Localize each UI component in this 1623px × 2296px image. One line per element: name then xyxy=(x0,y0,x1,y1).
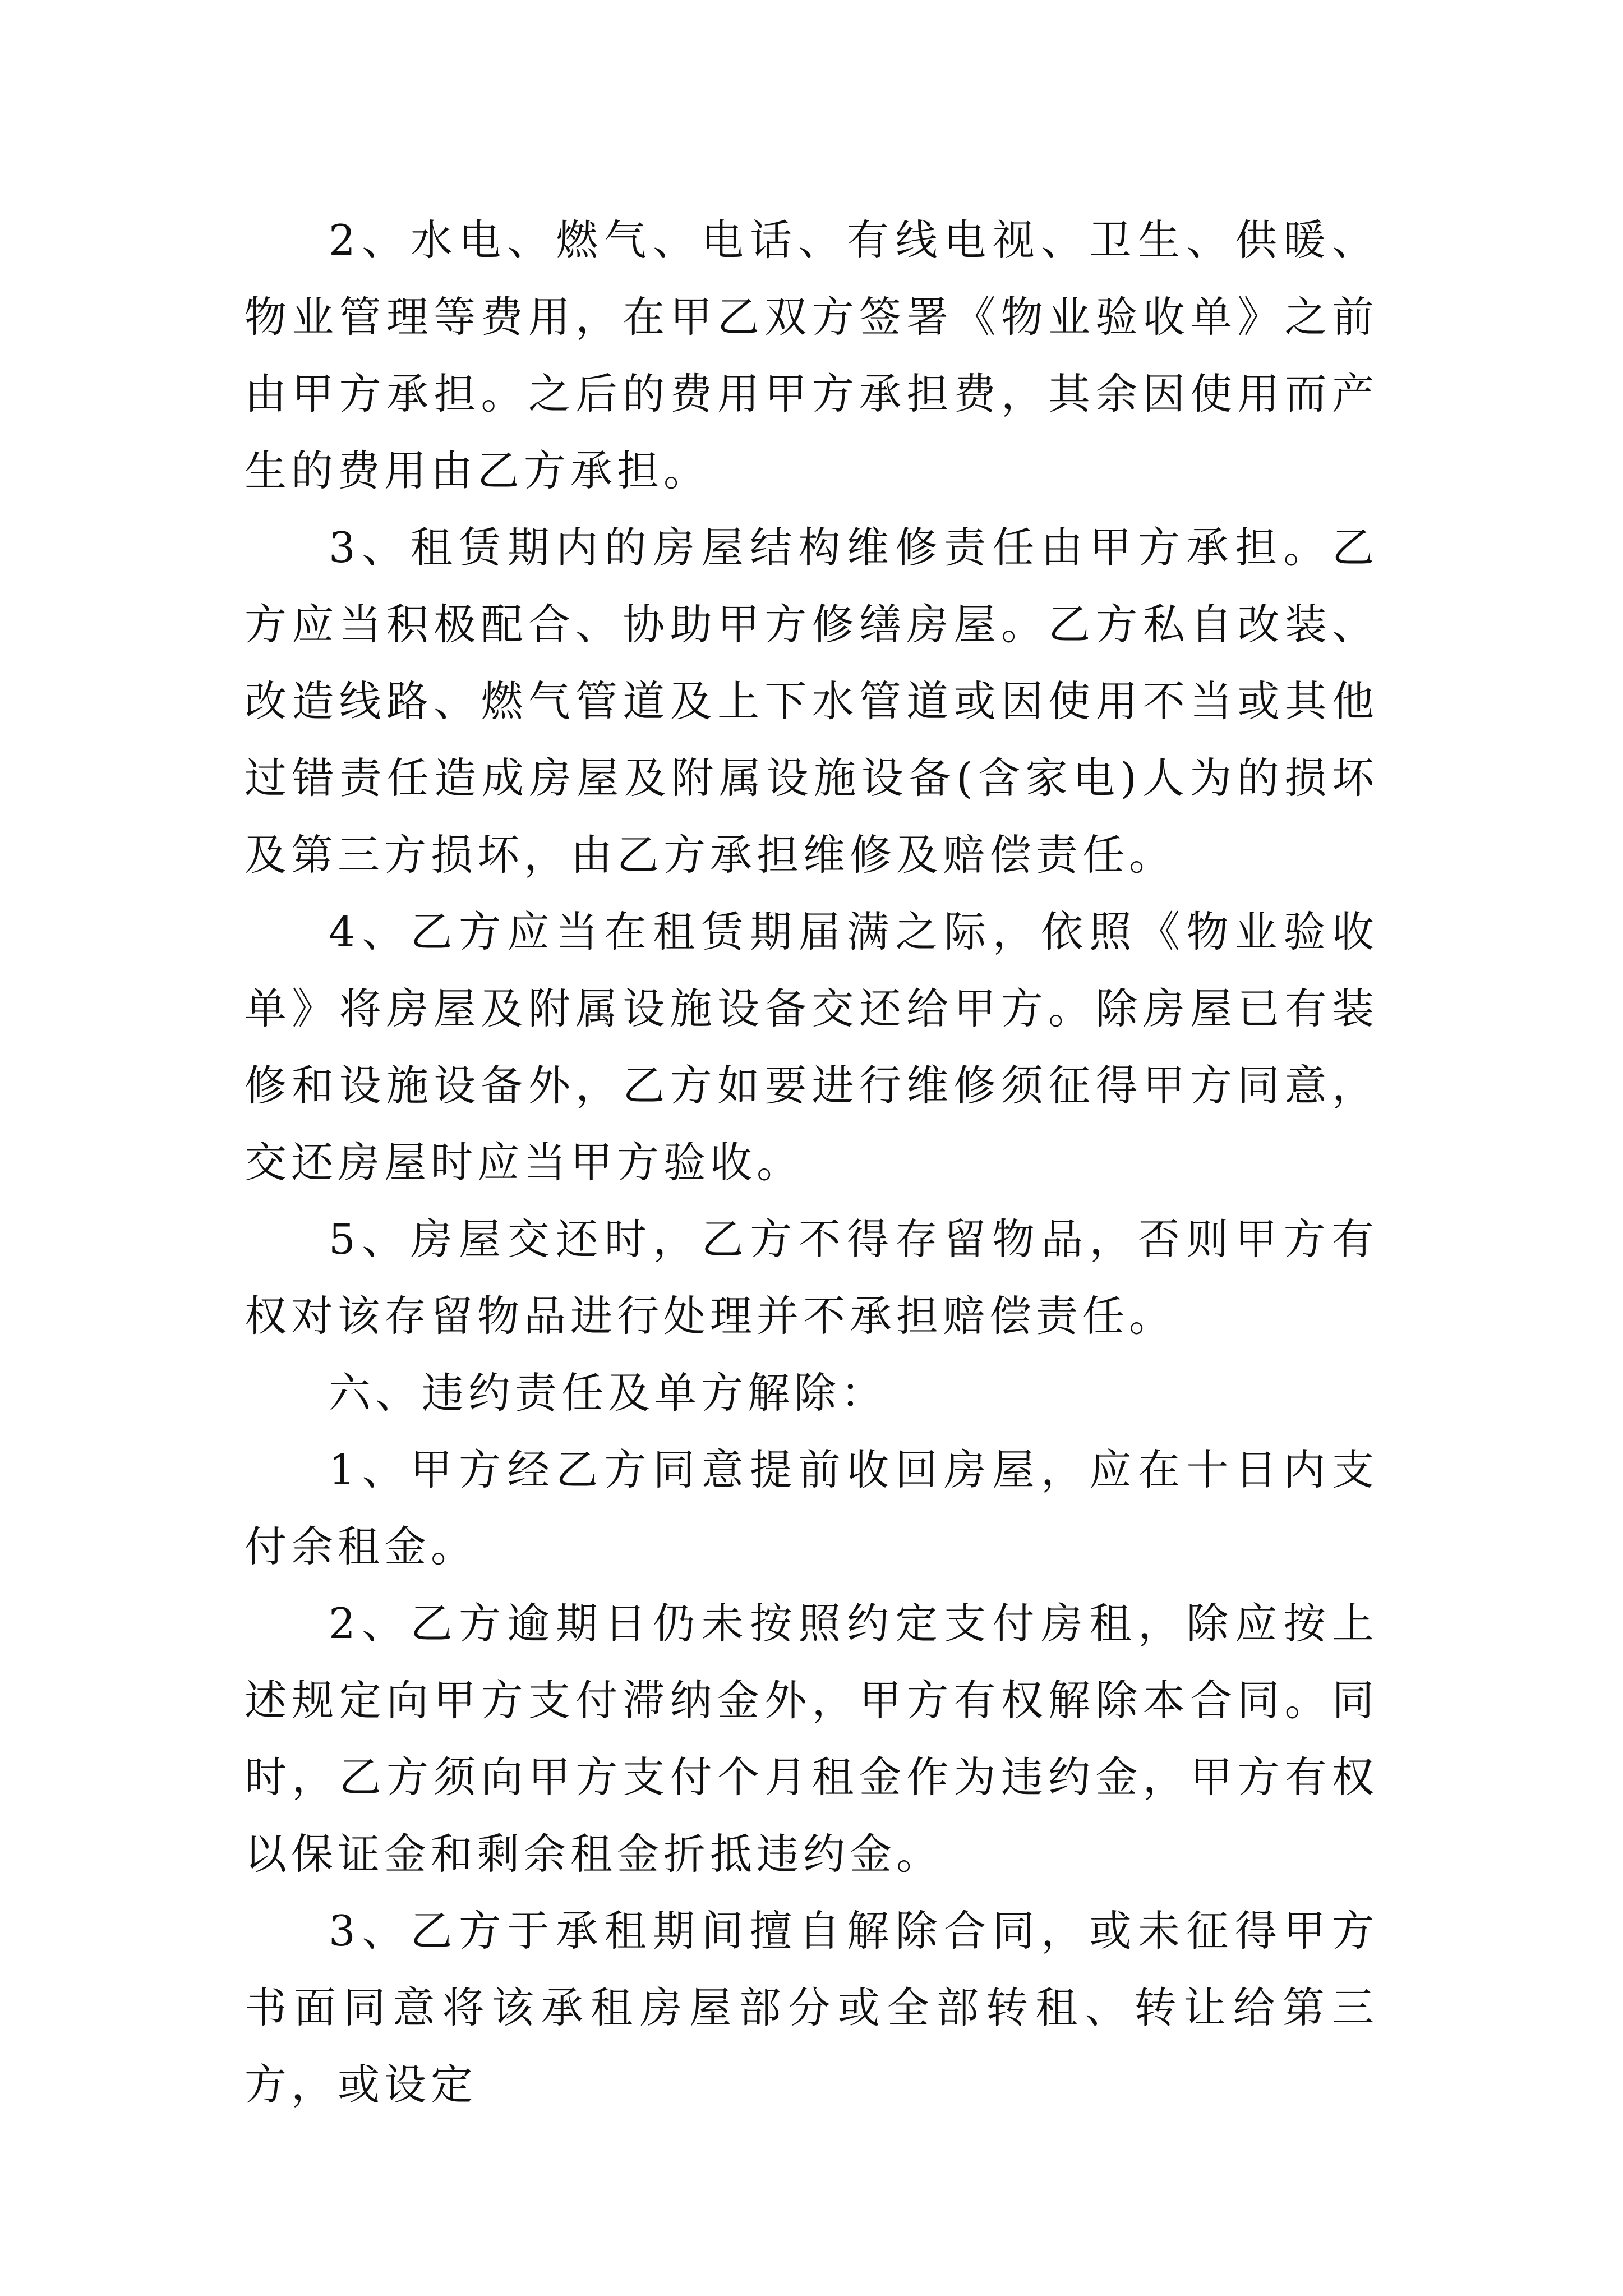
section-heading-breach: 六、违约责任及单方解除： xyxy=(329,1368,888,1418)
paragraph-left-items: 5、房屋交还时，乙方不得存留物品，否则甲方有权对该存留物品进行处理并不承担赔偿责任。 xyxy=(245,1214,1378,1341)
paragraph-early-recovery: 1、甲方经乙方同意提前收回房屋，应在十日内支付余租金。 xyxy=(245,1445,1378,1571)
paragraph-late-rent: 2、乙方逾期日仍未按照约定支付房租，除应按上述规定向甲方支付滞纳金外，甲方有权解除本合同。同时，乙方须向甲方支付个月租金作为违约金，甲方有权以保证金和剩余租金折抵违约金。 xyxy=(245,1599,1378,1879)
document-body xyxy=(245,202,1378,2123)
paragraph-utility-fees: 2、水电、燃气、电话、有线电视、卫生、供暖、物业管理等费用，在甲乙双方签署《物业验收单》之前由甲方承担。之后的费用甲方承担费，其余因使用而产生的费用由乙方承担。 xyxy=(245,215,1378,495)
paragraph-return-property: 4、乙方应当在租赁期届满之际，依照《物业验收单》将房屋及附属设施设备交还给甲方。除房屋已有装修和设施设备外，乙方如要进行维修须征得甲方同意，交还房屋时应当甲方验收。 xyxy=(245,907,1378,1187)
paragraph-repair-responsibility: 3、租赁期内的房屋结构维修责任由甲方承担。乙方应当积极配合、协助甲方修缮房屋。乙方私自改装、改造线路、燃气管道及上下水管道或因使用不当或其他过错责任造成房屋及附属设施设备(含家电)人为的损坏及第三方损坏，由乙方承担维修及赔偿责任。 xyxy=(245,523,1378,880)
paragraph-unilateral-termination: 3、乙方于承租期间擅自解除合同，或未征得甲方书面同意将该承租房屋部分或全部转租、转让给第三方，或设定 xyxy=(245,1906,1378,2109)
